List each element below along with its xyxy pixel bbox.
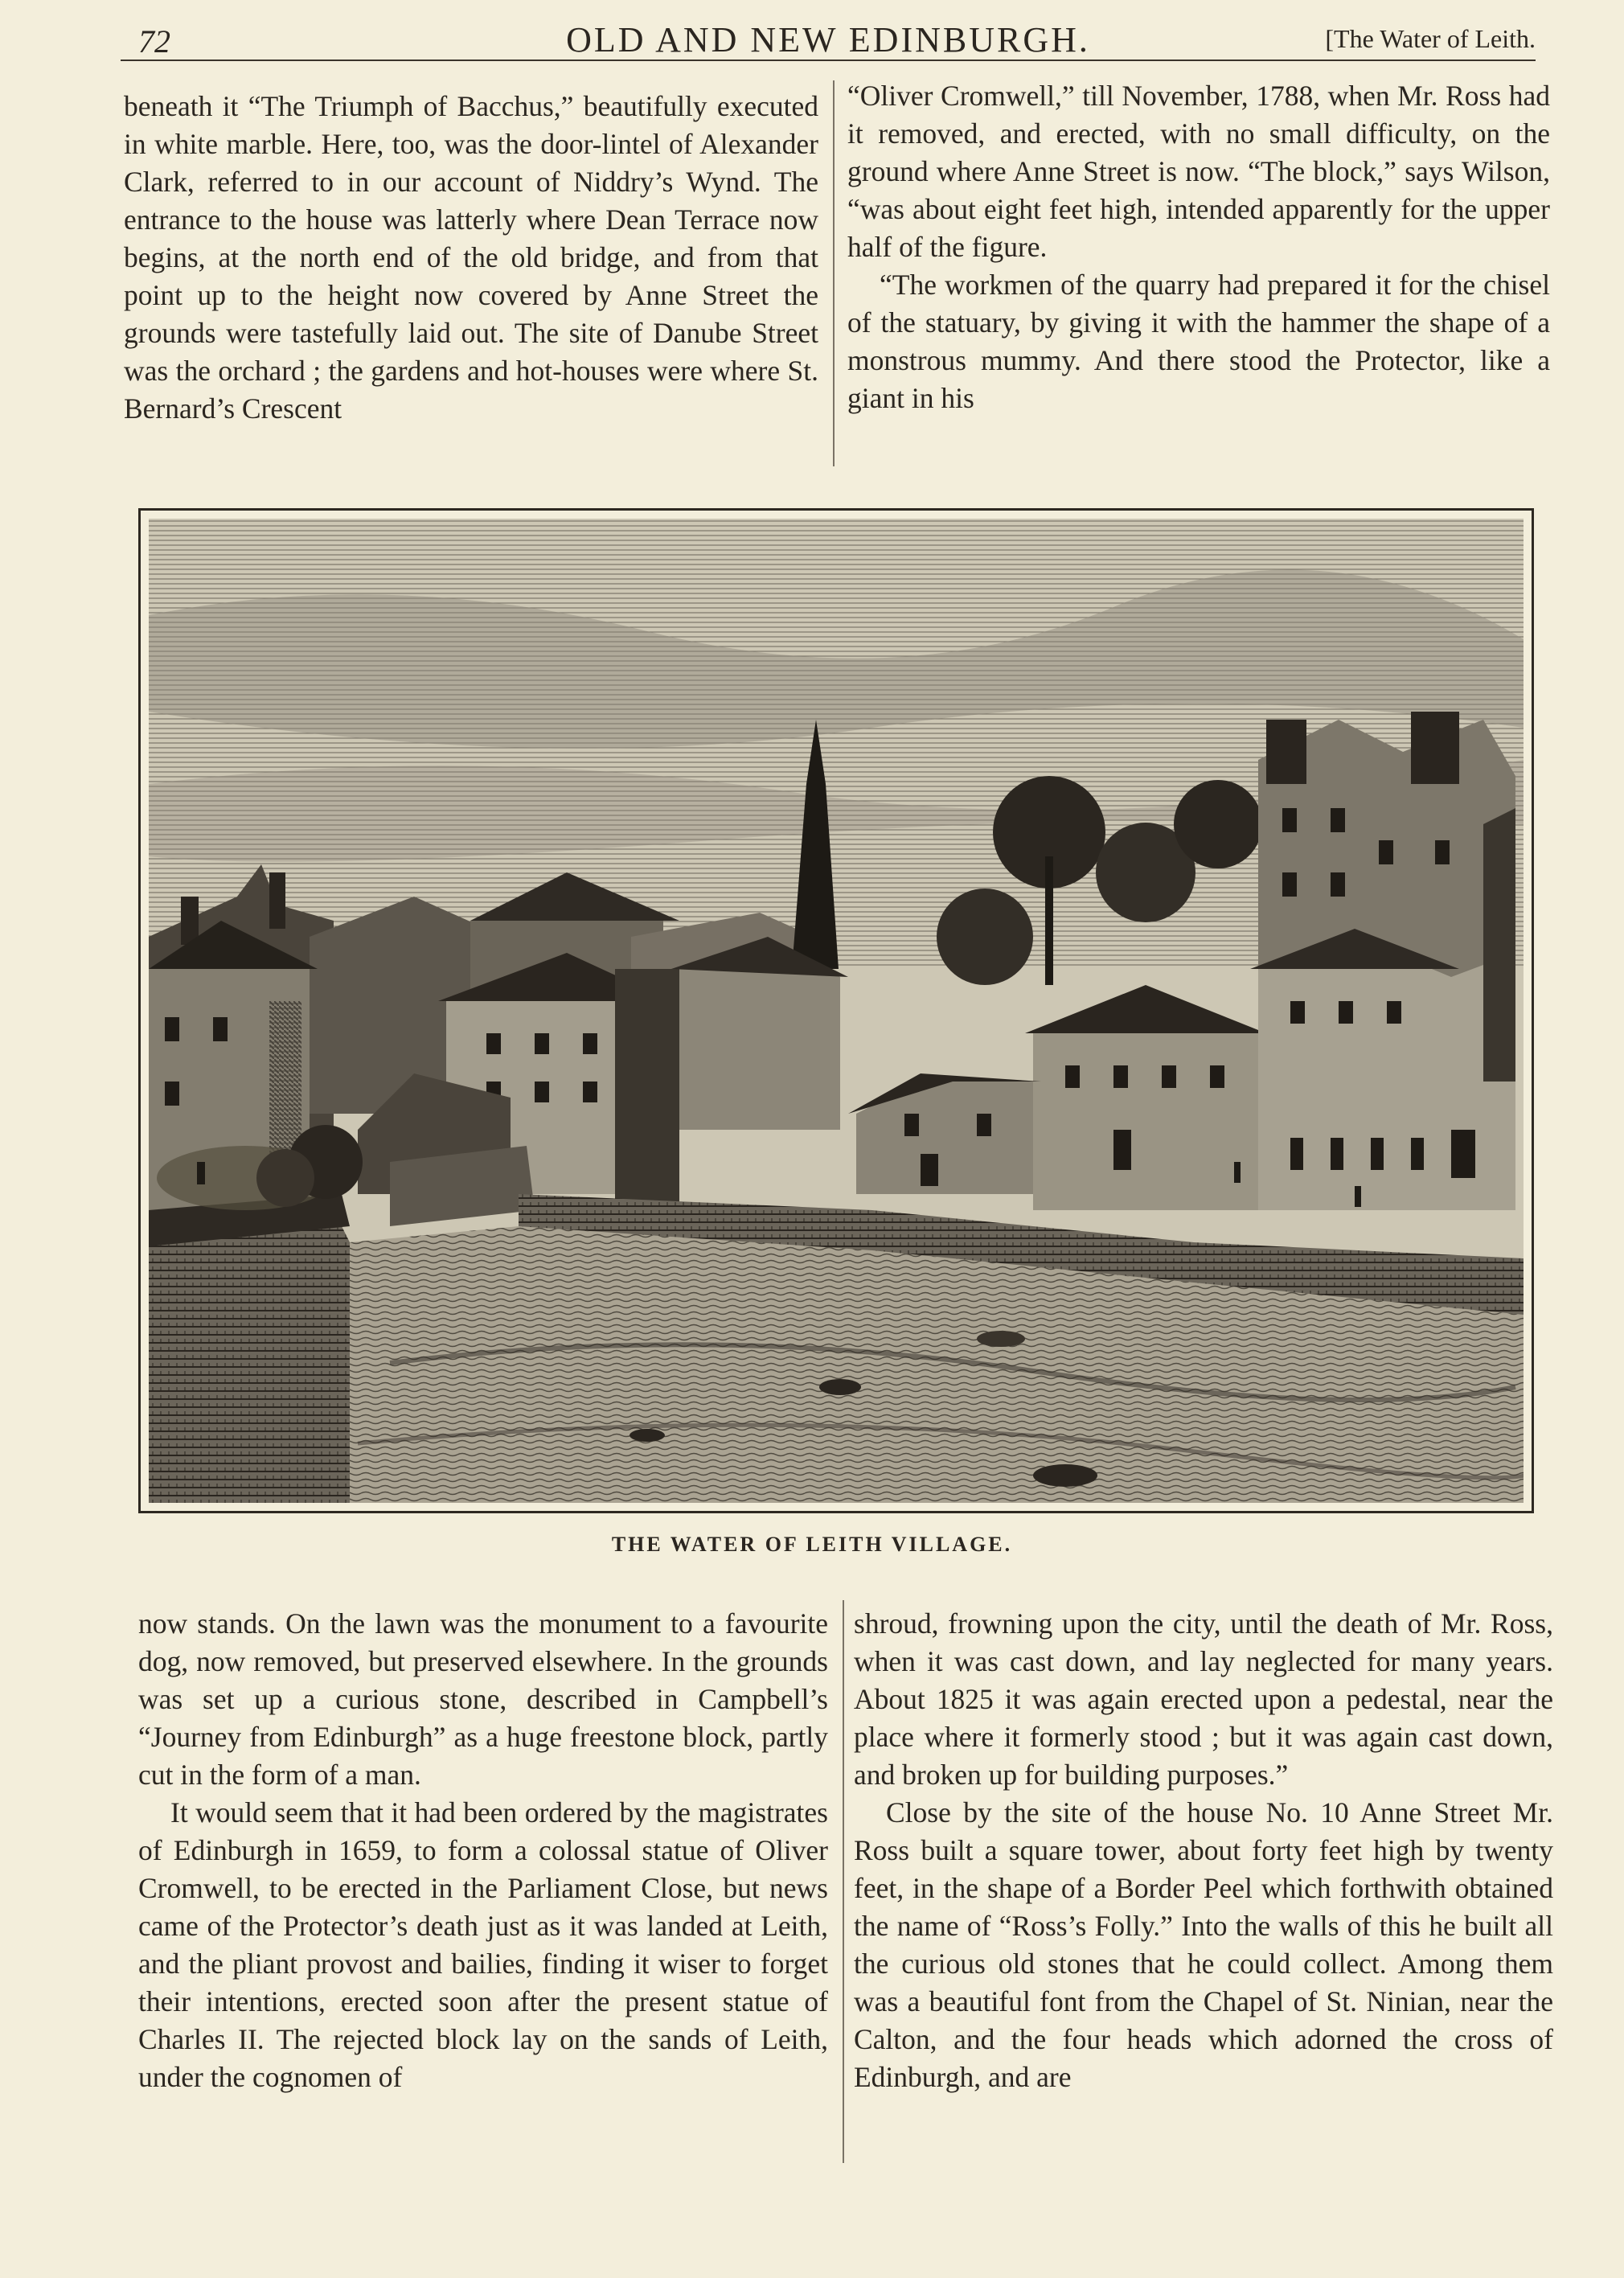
paragraph: “The workmen of the quarry had prepared it for the chisel of the statuary, by giving it with the hammer the shape of a monstrous mummy. And there stood the Protector, like a giant in his	[847, 269, 1550, 414]
paragraph: It would seem that it had been ordered by the magistrates of Edinburgh in 1659, to form a colossal statue of Oliver Cromwell, to be erected in the Parliament Close, but news came of the Protector’s death just as it was landed at Leith, and the pliant provost and bailies, finding it wiser to forget their intentions, erected soon after the present statue of Charles II. The rejected block lay on the sands of Leith, under the cognomen of	[138, 1796, 828, 2093]
column-divider	[843, 1600, 844, 2163]
engraving-illustration	[138, 508, 1534, 1513]
engraving-village-river-image	[149, 519, 1524, 1503]
column-top-right	[847, 77, 1550, 417]
paragraph: “Oliver Cromwell,” till November, 1788, when Mr. Ross had it removed, and erected, with no small difficulty, on the ground where Anne Street is now. “The block,” says Wilson, “was about eight feet high, intended apparently for the upper half of the figure.	[847, 80, 1550, 263]
paragraph: Close by the site of the house No. 10 Anne Street Mr. Ross built a square tower, about forty feet high by twenty feet, in the shape of a Border Peel which forthwith obtained the name of “Ross’s Folly.” Into the walls of this he built all the curious old stones that he could collect. Among them was a beautiful font from the Chapel of St. Ninian, near the Calton, and the four heads which adorned the cross of Edinburgh, and are	[854, 1796, 1553, 2093]
running-header	[121, 14, 1536, 61]
running-title: OLD AND NEW EDINBURGH.	[566, 20, 1090, 60]
paragraph: beneath it “The Triumph of Bacchus,” beautifully executed in white marble. Here, too, was the door-lintel of Alexander Clark, referred to in our account of Niddry’s Wynd. The entrance to the house was latterly where Dean Terrace now begins, at the north end of the old bridge, and from that point up to the height now covered by Anne Street the grounds were tastefully laid out. The site of Danube Street was the orchard ; the gardens and hot-houses were where St. Bernard’s Crescent	[124, 90, 818, 425]
page-number: 72	[138, 23, 170, 60]
figure-caption: THE WATER OF LEITH VILLAGE.	[611, 1533, 1013, 1556]
paragraph: now stands. On the lawn was the monument to a favourite dog, now removed, but preserved elsewhere. In the grounds was set up a curious stone, described in Campbell’s “Journey from Edinburgh” as a huge freestone block, partly cut in the form of a man.	[138, 1607, 828, 1791]
paragraph: shroud, frowning upon the city, until the death of Mr. Ross, when it was cast down, and lay neglected for many years. About 1825 it was again erected upon a pedestal, near the place where it formerly stood ; but it was again cast down, and broken up for building purposes.”	[854, 1607, 1553, 1791]
column-top-left	[124, 88, 818, 428]
running-section-title: [The Water of Leith.	[1325, 24, 1536, 53]
column-bottom-right	[854, 1605, 1553, 2096]
column-divider	[833, 80, 835, 466]
column-bottom-left	[138, 1605, 828, 2096]
